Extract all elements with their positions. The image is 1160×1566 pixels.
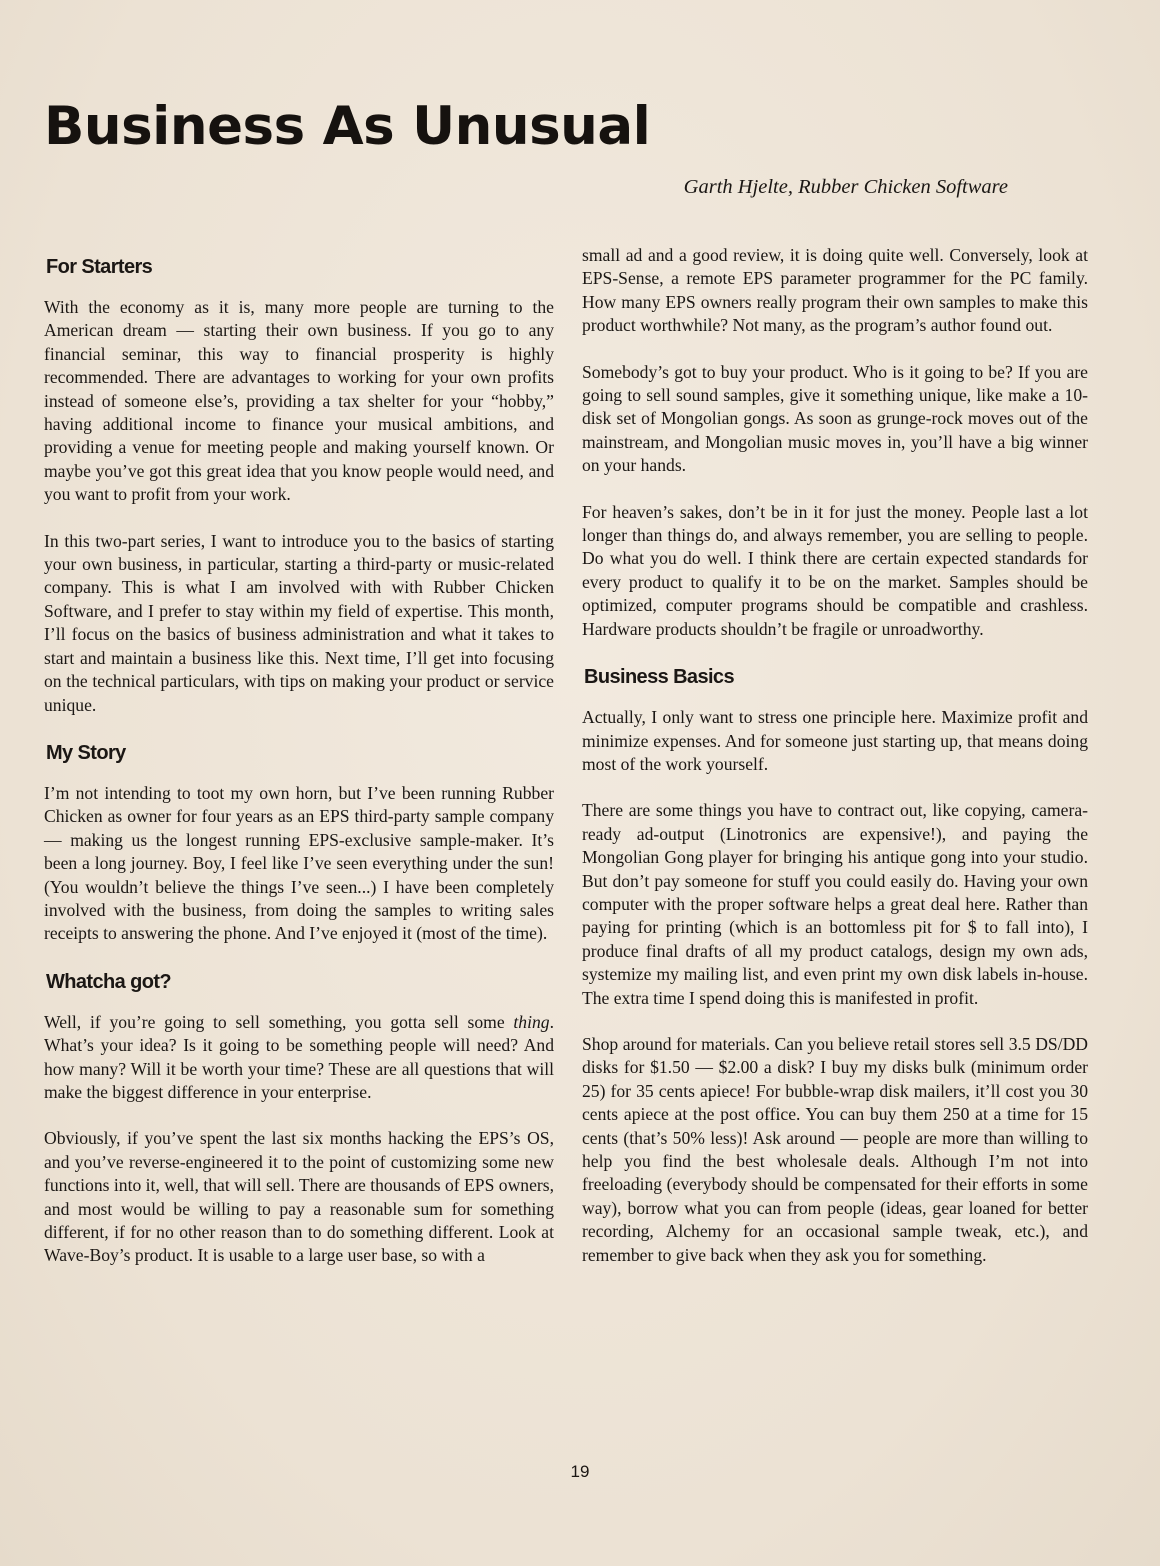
paragraph: I’m not intending to toot my own horn, but I’ve been running Rubber Chicken as owner for four years as an EPS third-party sample company — making us the longest running EPS-exclusive sample-maker. It’s been a long journey. Boy, I feel like I’ve seen everything under the sun! (You wouldn’t believe the things I’ve seen...) I have been completely involved with the business, from doing the samples to writing sales receipts to answering the phone. And I’ve enjoyed it (most of the time). <box>44 782 554 944</box>
paragraph: There are some things you have to contract out, like copying, camera-ready ad-output (Linotronics are expensive!), and paying the Mongolian Gong player for bringing his antique gong into your studio. But don’t pay someone for stuff you could easily do. Having your own computer with the proper software helps a great deal here. Rather than paying for printing (which is an bottomless pit for $ to fall into), I produce final drafts of all my product catalogs, design my own ads, systemize my mailing list, and even print my own disk labels in-house. The extra time I spend doing this is manifested in profit. <box>582 800 1088 1008</box>
section-heading-business-basics: Business Basics <box>584 666 734 689</box>
paragraph: Obviously, if you’ve spent the last six months hacking the EPS’s OS, and you’ve reverse-engineered it to the point of customizing some new functions into it, well, that will sell. There are thousands of EPS owners, and most would be willing to pay a reasonable sum for something different, if for no other reason than to do something different. Look at Wave-Boy’s product. It is usable to a large user base, so with a <box>44 1128 554 1266</box>
paragraph: With the economy as it is, many more people are turning to the American dream — starting their own business. If you go to any financial seminar, this way to financial prosperity is highly recommended. There are advantages to working for your own profits instead of someone else’s, providing a tax shelter for your “hobby,” having additional income to finance your musical ambitions, and providing a venue for meeting people and making yourself known. Or maybe you’ve got this great idea that you know people would need, and you want to profit from your work. <box>44 297 554 505</box>
paragraph: Actually, I only want to stress one principle here. Maximize profit and minimize expenses. And for someone just starting up, that means doing most of the work yourself. <box>582 707 1088 774</box>
paragraph: In this two-part series, I want to introduce you to the basics of starting your own business, in particular, starting a third-party or music-related company. This is what I am involved with with Rubber Chicken Software, and I prefer to stay within my field of expertise. This month, I’ll focus on the basics of business administration and what it takes to start and maintain a business like this. Next time, I’ll get into focusing on the technical particulars, with tips on making your product or service unique. <box>44 530 554 715</box>
paragraph: small ad and a good review, it is doing quite well. Conversely, look at EPS-Sense, a remote EPS parameter programmer for the PC family. How many EPS owners really program their own samples to make this product worthwhile? Not many, as the program’s author found out. <box>582 245 1088 336</box>
text-run: . What’s your idea? Is it going to be something people will need? And how many? Will it be worth your time? These are all questions that will make the biggest difference in your enterprise. <box>44 1011 554 1102</box>
paragraph: Somebody’s got to buy your product. Who is it going to be? If you are going to sell sound samples, give it something unique, like make a 10-disk set of Mongolian gongs. As soon as grunge-rock moves out of the mainstream, and Mongolian music moves in, you’ll have a big winner on your hands. <box>582 361 1088 476</box>
article-title: Business As Unusual <box>44 96 651 157</box>
emphasis-text: thing <box>513 1011 550 1032</box>
section-heading-for-starters: For Starters <box>46 256 153 278</box>
paragraph: Shop around for materials. Can you believe retail stores sell 3.5 DS/DD disks for $1.50 — $2.00 a disk? I buy my disks bulk (minimum order 25) for 35 cents apiece! For bubble-wrap disk mailers, it’ll cost you 30 cents apiece at the post office. You can buy them 250 at a time for 15 cents (that’s 50% less)! Ask around — people are more than willing to help you find the best wholesale deals. Although I’m not into freeloading (everybody should be compensated for their efforts in some way), borrow what you can from people (ideas, gear loaned for better recording, Alchemy for an occasional sample tweak, etc.), and remember to give back when they ask you for something. <box>582 1033 1088 1265</box>
page-number: 19 <box>570 1462 590 1481</box>
paragraph <box>44 1011 554 1105</box>
section-heading-my-story: My Story <box>46 741 126 764</box>
article-byline: Garth Hjelte, Rubber Chicken Software <box>683 176 1008 198</box>
section-heading-whatcha-got: Whatcha got? <box>46 970 172 993</box>
text-run: Well, if you’re going to sell something, you gotta sell some <box>44 1011 514 1032</box>
left-column <box>44 250 554 1291</box>
paragraph: For heaven’s sakes, don’t be in it for just the money. People last a lot longer than things do, and always remember, you are selling to people. Do what you do well. I think there are certain expected standards for every product to qualify it to be on the market. Samples should be optimized, computer programs should be compatible and crashless. Hardware products shouldn’t be fragile or unroadworthy. <box>582 501 1088 639</box>
right-column <box>582 244 1088 1290</box>
